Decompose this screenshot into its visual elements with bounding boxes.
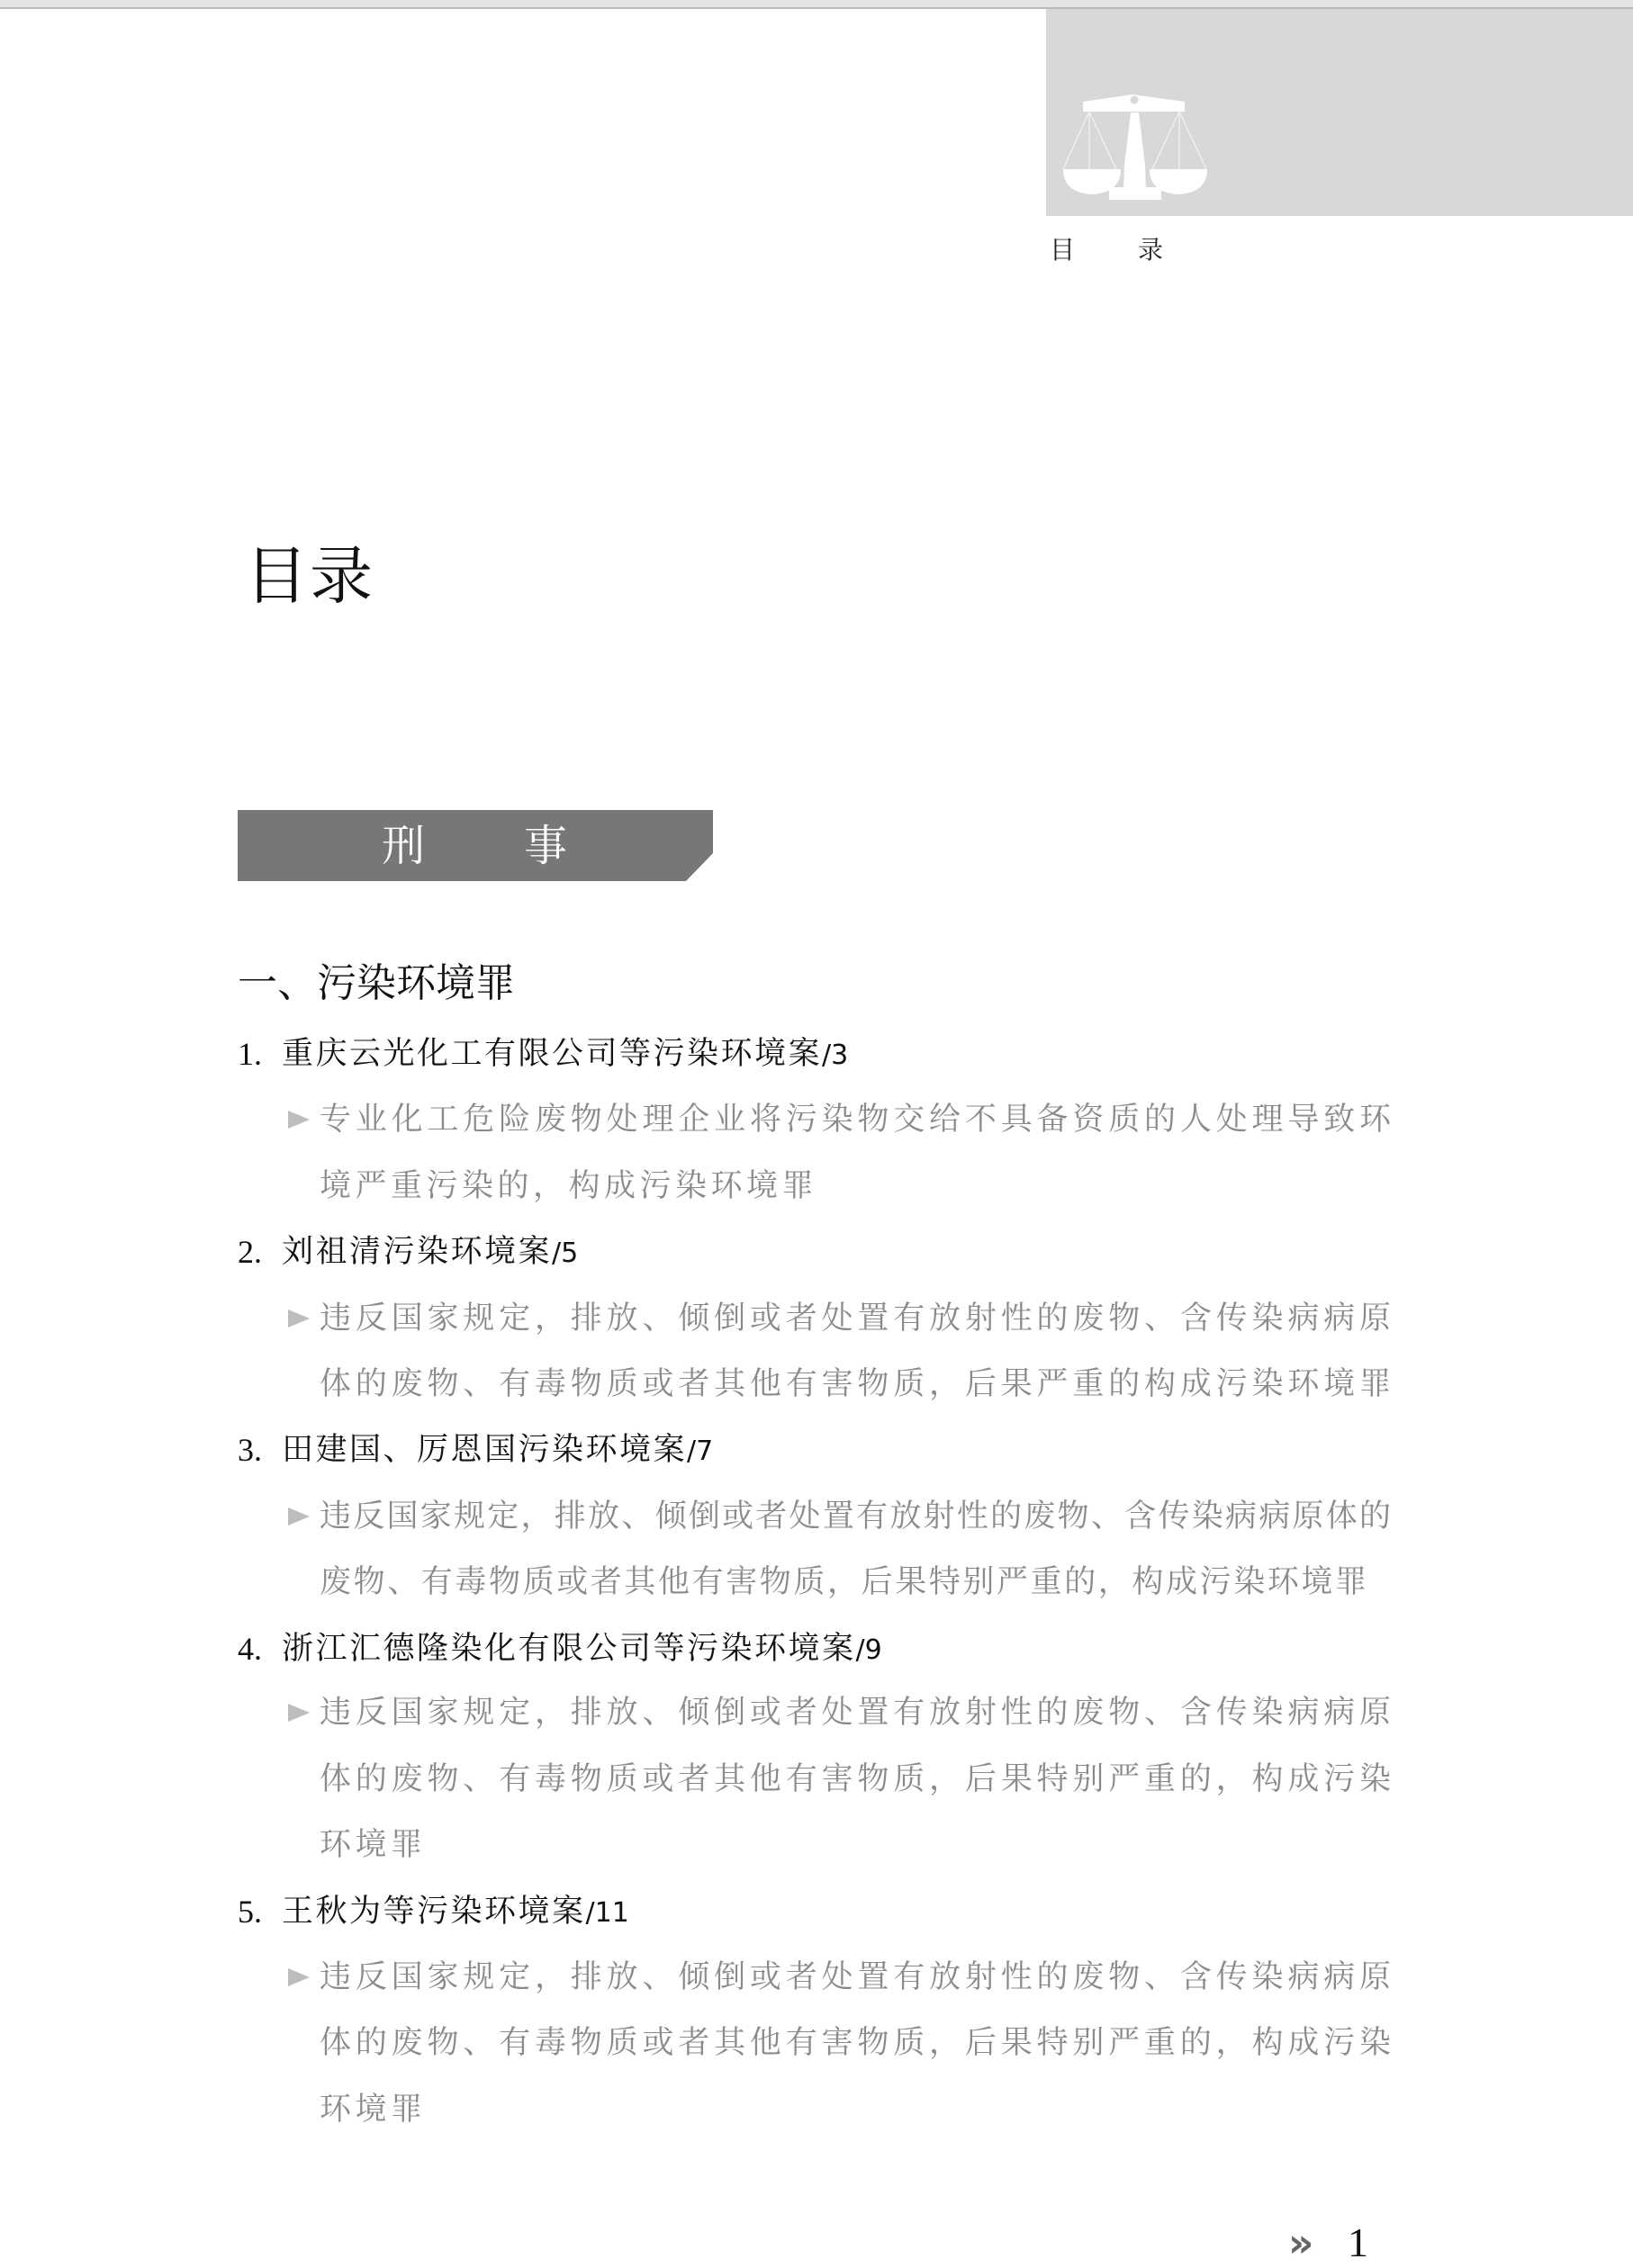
item-summary-line: 境严重污染的，构成污染环境罪 xyxy=(320,1168,818,1204)
banner-char: 事 xyxy=(524,821,568,871)
double-chevron-right-icon: » xyxy=(1288,2220,1314,2266)
item-summary-line: 环境罪 xyxy=(320,1827,427,1863)
running-head-char: 目 xyxy=(1050,235,1076,265)
item-page-ref: /9 xyxy=(855,1634,882,1666)
item-page-ref: /5 xyxy=(552,1238,579,1269)
triangle-bullet-icon xyxy=(286,1950,311,2004)
item-summary-line: 专业化工危险废物处理企业将污染物交给不具备资质的人处理导致环 xyxy=(320,1102,1391,1138)
item-number: 5. xyxy=(238,1894,262,1930)
top-edge-strip xyxy=(0,0,1633,9)
item-title[interactable]: 王秋为等污染环境案/11 xyxy=(282,1894,629,1930)
item-number: 3. xyxy=(238,1432,262,1468)
item-title[interactable]: 浙江汇德隆染化有限公司等污染环境案/9 xyxy=(282,1631,882,1667)
item-summary-line: 环境罪 xyxy=(320,2092,427,2128)
running-head-char: 录 xyxy=(1138,235,1164,265)
scales-of-justice-icon xyxy=(1060,94,1210,203)
triangle-bullet-icon xyxy=(286,1292,311,1346)
triangle-bullet-icon xyxy=(286,1490,311,1544)
item-number: 1. xyxy=(238,1036,262,1072)
item-summary-line: 违反国家规定，排放、倾倒或者处置有放射性的废物、含传染病病原体的 xyxy=(320,1498,1391,1534)
page-title: 目录 xyxy=(245,539,374,613)
triangle-bullet-icon xyxy=(286,1093,311,1147)
category-banner xyxy=(238,810,713,881)
item-page-ref: /11 xyxy=(585,1897,629,1929)
page-number: 1 xyxy=(1348,2219,1368,2265)
item-number: 2. xyxy=(238,1234,262,1270)
item-summary-line: 废物、有毒物质或者其他有害物质，后果特别严重的，构成污染环境罪 xyxy=(320,1564,1369,1600)
item-summary-line: 违反国家规定，排放、倾倒或者处置有放射性的废物、含传染病病原 xyxy=(320,1959,1391,1995)
item-number: 4. xyxy=(238,1631,262,1667)
item-title[interactable]: 刘祖清污染环境案/5 xyxy=(282,1234,579,1270)
section-heading: 一、污染环境罪 xyxy=(238,960,515,1006)
item-summary-line: 体的废物、有毒物质或者其他有害物质，后果特别严重的，构成污染 xyxy=(320,1761,1391,1797)
item-title[interactable]: 田建国、厉恩国污染环境案/7 xyxy=(282,1432,714,1468)
item-summary-line: 体的废物、有毒物质或者其他有害物质，后果严重的构成污染环境罪 xyxy=(320,1366,1391,1402)
item-page-ref: /7 xyxy=(687,1436,714,1467)
item-title[interactable]: 重庆云光化工有限公司等污染环境案/3 xyxy=(282,1036,849,1072)
triangle-bullet-icon xyxy=(286,1686,311,1740)
item-summary-line: 违反国家规定，排放、倾倒或者处置有放射性的废物、含传染病病原 xyxy=(320,1300,1391,1336)
item-summary-line: 体的废物、有毒物质或者其他有害物质，后果特别严重的，构成污染 xyxy=(320,2025,1391,2061)
item-summary-line: 违反国家规定，排放、倾倒或者处置有放射性的废物、含传染病病原 xyxy=(320,1695,1391,1731)
banner-char: 刑 xyxy=(382,821,426,871)
item-page-ref: /3 xyxy=(822,1040,849,1071)
